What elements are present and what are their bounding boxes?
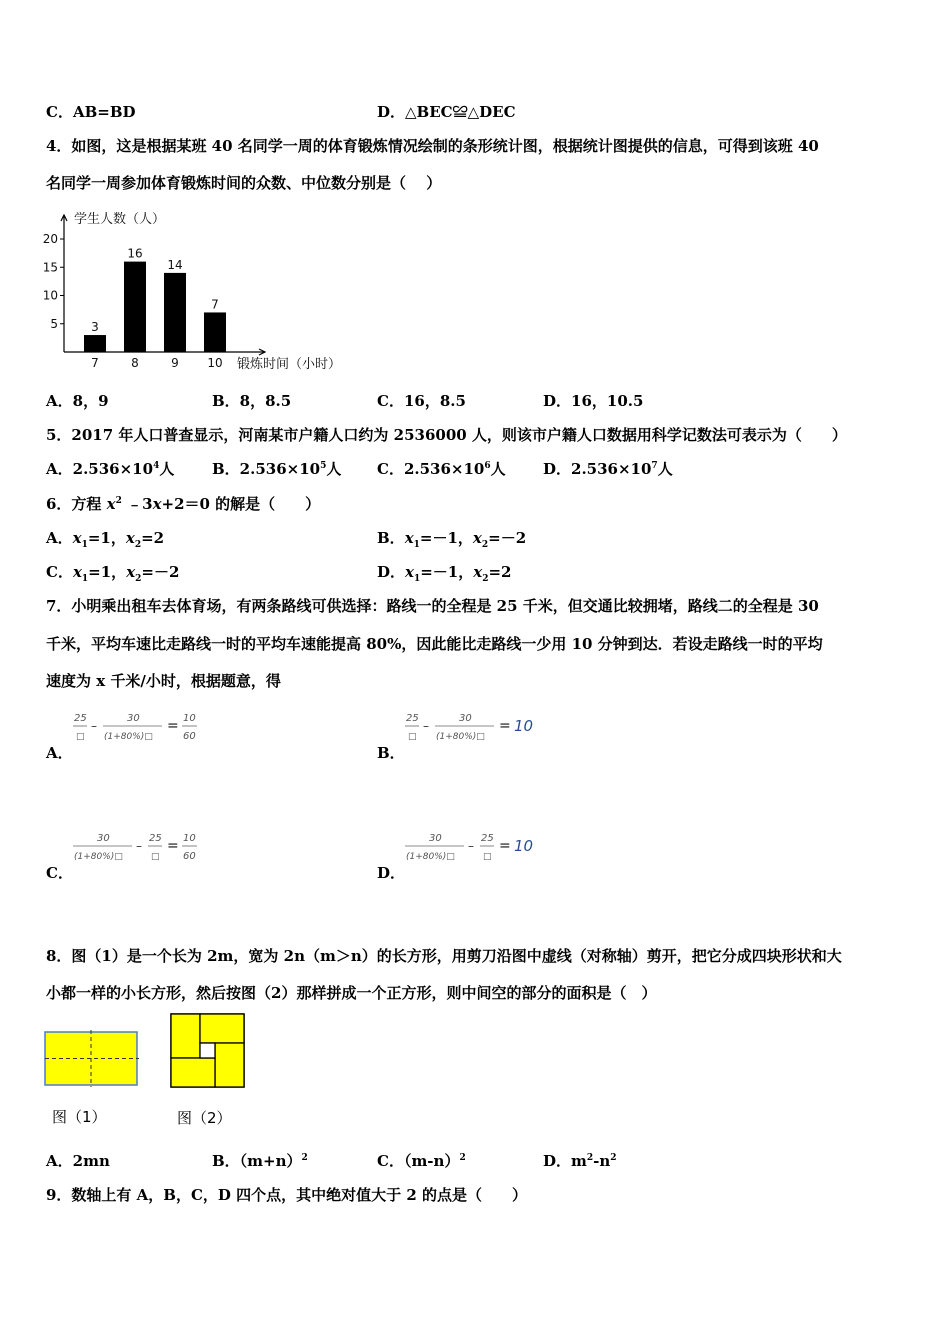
svg-text:10: 10 xyxy=(514,837,534,855)
svg-text:□: □ xyxy=(408,732,417,742)
svg-text:□: □ xyxy=(76,732,85,742)
svg-text:60: 60 xyxy=(183,731,196,742)
q6-option-b: B．$x_1=-1$，$x_2=-2$ xyxy=(377,529,527,550)
svg-text:–: – xyxy=(423,719,429,733)
figure-1-rectangle xyxy=(44,1030,140,1088)
svg-text:25: 25 xyxy=(74,713,87,724)
q7-formula-b xyxy=(402,707,542,747)
bar-value-label: 14 xyxy=(167,257,183,272)
q7-option-a-label: A． xyxy=(46,744,73,762)
q7-formula-c xyxy=(70,827,210,867)
q3-option-d: D．△BEC≌△DEC xyxy=(377,103,516,121)
svg-text:=: = xyxy=(499,718,511,734)
q4-option-c: C．16，8.5 xyxy=(377,392,466,410)
bar-chart xyxy=(40,205,370,380)
x-tick-label: 8 xyxy=(131,356,139,370)
q3-option-c: C．AB=BD xyxy=(46,103,136,121)
q8-option-a: A．2mn xyxy=(46,1152,110,1170)
svg-text:–: – xyxy=(136,839,142,853)
q7-option-b-label: B． xyxy=(377,744,405,762)
svg-text:□: □ xyxy=(151,852,160,862)
q7-stem-line1: 7．小明乘出租车去体育场，有两条路线可供选择：路线一的全程是 25 千米，但交通比较拥堵，路线二的全程是 30 xyxy=(46,597,819,615)
y-tick-label: 20 xyxy=(42,232,58,246)
q9-stem: 9．数轴上有 A，B，C，D 四个点，其中绝对值大于 2 的点是（ ） xyxy=(46,1186,528,1204)
q8-option-c: C．$(m-n)^2$ xyxy=(377,1152,466,1170)
svg-text:30: 30 xyxy=(97,833,110,844)
q8-stem-line2: 小都一样的小长方形，然后按图（2）那样拼成一个正方形，则中间空的部分的面积是（ ） xyxy=(46,984,657,1002)
svg-text:25: 25 xyxy=(481,833,494,844)
q7-stem-line3: 速度为 x 千米/小时，根据题意，得 xyxy=(46,672,281,690)
bar xyxy=(164,273,186,352)
bar-value-label: 7 xyxy=(211,297,219,312)
q5-option-c: C．$2.536\times 10^6$人 xyxy=(377,460,506,478)
bar-value-label: 3 xyxy=(91,320,99,335)
figure-1-caption: 图（1） xyxy=(52,1108,107,1126)
bar-value-label: 16 xyxy=(127,246,143,261)
bar xyxy=(84,335,106,352)
q7-option-c-label: C． xyxy=(46,864,73,882)
bar xyxy=(204,312,226,352)
svg-text:10: 10 xyxy=(183,833,196,844)
svg-text:=: = xyxy=(167,838,179,854)
svg-text:25: 25 xyxy=(149,833,162,844)
svg-text:=: = xyxy=(167,718,179,734)
q8-option-b: B．$(m+n)^2$ xyxy=(212,1152,308,1170)
q6-option-d: D．$x_1=-1$，$x_2=2$ xyxy=(377,563,512,584)
q4-option-d: D．16，10.5 xyxy=(543,392,644,410)
svg-text:□: □ xyxy=(483,852,492,862)
x-axis-title: 锻炼时间（小时） xyxy=(237,357,342,372)
y-tick-label: 5 xyxy=(50,316,58,331)
q4-stem-line2: 名同学一周参加体育锻炼时间的众数、中位数分别是（ ） xyxy=(46,174,442,192)
figure-2-caption: 图（2） xyxy=(177,1109,232,1127)
x-tick-label: 9 xyxy=(171,356,179,370)
x-tick-label: 7 xyxy=(91,356,99,370)
figure-2-square xyxy=(170,1013,246,1089)
svg-text:(1+80%)□: (1+80%)□ xyxy=(406,852,455,862)
svg-text:=: = xyxy=(499,838,511,854)
q7-formula-d xyxy=(402,827,542,867)
q5-stem: 5．2017 年人口普查显示，河南某市户籍人口约为 2536000 人，则该市户籍人口数据用科学记数法可表示为（ ） xyxy=(46,426,847,444)
svg-text:–: – xyxy=(468,839,474,853)
svg-text:10: 10 xyxy=(514,717,534,735)
q4-option-b: B．8，8.5 xyxy=(212,392,292,410)
x-tick-label: 10 xyxy=(207,356,223,370)
q4-option-a: A．8，9 xyxy=(46,392,109,410)
q5-option-d: D．$2.536\times 10^7$人 xyxy=(543,460,673,478)
q5-option-b: B．$2.536\times 10^5$人 xyxy=(212,460,342,478)
y-axis-title: 学生人数（人） xyxy=(74,212,166,227)
y-tick-label: 10 xyxy=(42,288,58,303)
q8-stem-line1: 8．图（1）是一个长为 2m，宽为 2n（m＞n）的长方形，用剪刀沿图中虚线（对称轴）剪开，把它分成四块形状和大 xyxy=(46,947,842,965)
svg-text:10: 10 xyxy=(183,713,196,724)
svg-text:–: – xyxy=(91,719,97,733)
q6-stem: 6．方程 $x^2$ ﹣3x+2＝0 的解是（ ） xyxy=(46,495,321,513)
svg-text:30: 30 xyxy=(429,833,442,844)
bar xyxy=(124,262,146,352)
q7-formula-a xyxy=(70,707,210,747)
svg-text:(1+80%)□: (1+80%)□ xyxy=(74,852,123,862)
q8-option-d: D．$m^2-n^2$ xyxy=(543,1152,617,1170)
q7-stem-line2: 千米，平均车速比走路线一时的平均车速能提高 80%，因此能比走路线一少用 10 分钟到达．若设走路线一时的平均 xyxy=(46,635,823,653)
svg-text:(1+80%)□: (1+80%)□ xyxy=(436,732,485,742)
q7-option-d-label: D． xyxy=(377,864,406,882)
q6-option-a: A．$x_1=1$，$x_2=2$ xyxy=(46,529,165,550)
svg-text:30: 30 xyxy=(459,713,472,724)
svg-text:25: 25 xyxy=(406,713,419,724)
q6-option-c: C．$x_1=1$，$x_2=-2$ xyxy=(46,563,180,584)
q5-option-a: A．$2.536\times 10^4$人 xyxy=(46,460,175,478)
svg-text:30: 30 xyxy=(127,713,140,724)
q4-stem-line1: 4．如图，这是根据某班 40 名同学一周的体育锻炼情况绘制的条形统计图，根据统计图提供的信息，可得到该班 40 xyxy=(46,137,819,155)
svg-text:60: 60 xyxy=(183,851,196,862)
y-tick-label: 15 xyxy=(42,260,58,275)
svg-text:(1+80%)□: (1+80%)□ xyxy=(104,732,153,742)
